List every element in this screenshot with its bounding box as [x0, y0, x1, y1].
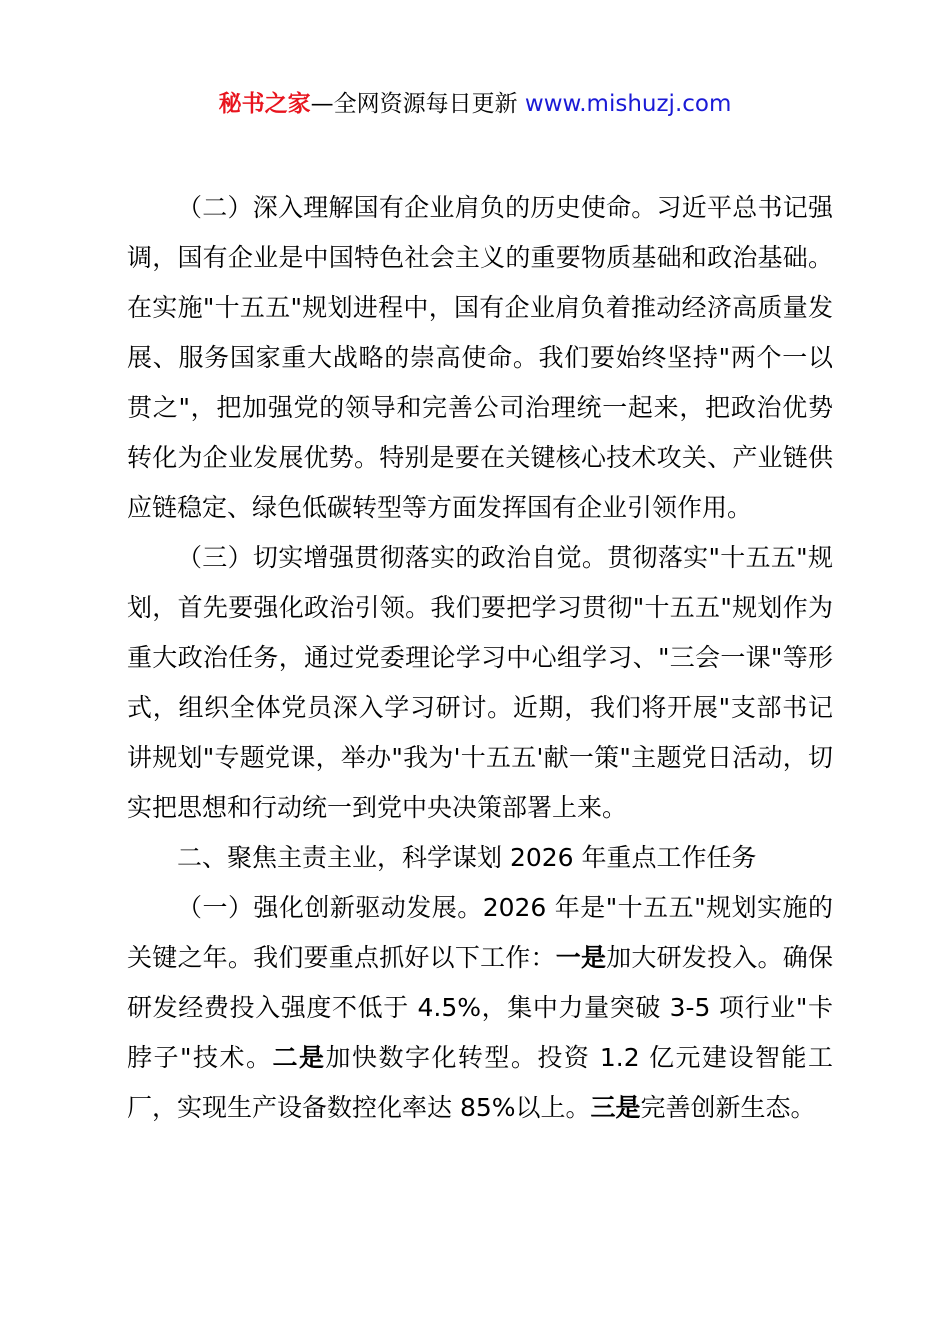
point-two-label: 二是	[272, 1043, 326, 1072]
paragraph-innovation	[127, 883, 833, 1133]
brand-name: 秘书之家	[218, 91, 311, 117]
site-url-link[interactable]: www.mishuzj.com	[524, 91, 732, 117]
point-three-label: 三是	[590, 1093, 641, 1122]
header-slogan: —全网资源每日更新	[310, 91, 525, 117]
paragraph-historic-mission: （二）深入理解国有企业肩负的历史使命。习近平总书记强调，国有企业是中国特色社会主义的重要物质基础和政治基础。在实施"十五五"规划进程中，国有企业肩负着推动经济高质量发展、服务国家重大战略的崇高使命。我们要始终坚持"两个一以贯之"，把加强党的领导和完善公司治理统一起来，把政治优势转化为企业发展优势。特别是要在关键核心技术攻关、产业链供应链稳定、绿色低碳转型等方面发挥国有企业引领作用。	[127, 193, 833, 522]
point-two-text: 加快数字化转型。投资 1.2 亿元建设智能工厂，实现生产设备数控化率达 85%以上。	[127, 1043, 834, 1122]
site-header	[0, 88, 950, 120]
point-one-text: 加大研发投入。确保研发经费投入强度不低于 4.5%，集中力量突破 3-5 项行业"卡脖子"技术。	[127, 943, 833, 1072]
innovation-intro: （一）强化创新驱动发展。2026 年是"十五五"规划实施的关键之年。我们要重点抓好以下工作：	[127, 893, 833, 972]
section-heading-2: 二、聚焦主责主业，科学谋划 2026 年重点工作任务	[177, 843, 757, 872]
paragraph-political-awareness: （三）切实增强贯彻落实的政治自觉。贯彻落实"十五五"规划，首先要强化政治引领。我们要把学习贯彻"十五五"规划作为重大政治任务，通过党委理论学习中心组学习、"三会一课"等形式，组织全体党员深入学习研讨。近期，我们将开展"支部书记讲规划"专题党课，举办"我为'十五五'献一策"主题党日活动，切实把思想和行动统一到党中央决策部署上来。	[127, 543, 833, 822]
point-three-text: 完善创新生态。	[640, 1093, 816, 1122]
point-one-label: 一是	[555, 943, 607, 972]
document-body	[127, 183, 833, 1133]
